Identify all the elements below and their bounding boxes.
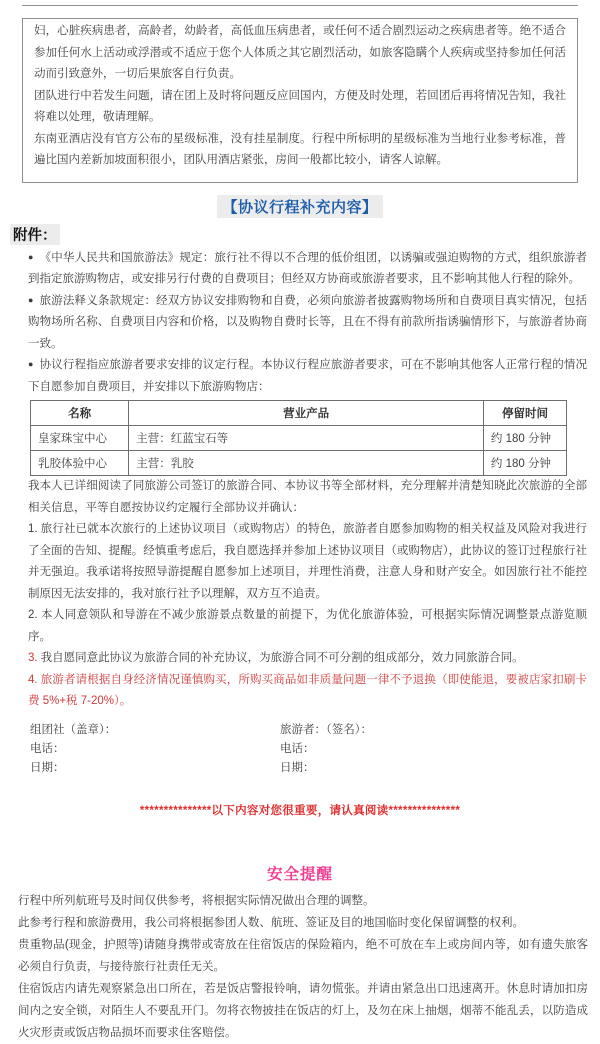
top-divider (22, 5, 578, 6)
item-text: 旅行社已就本次旅行的上述协议项目（或购物店）的特色，旅游者自愿参加购物的相关权益及风险对我进行了全面的告知、提醒。经慎重考虑后，我自愿选择并参加上述协议项目（或购物店），此协议的签订过程旅行社并无强迫。我承诺将按照导游提醒自愿参加上述项目，并理性消费，注意人身和财产安全。如因旅行社不能控制原因无法安排的，我对旅行社予以理解，双方互不追责。 (28, 523, 587, 600)
item-text: 我自愿同意此协议为旅游合同的补充协议，为旅游合同不可分割的组成部分，效力同旅游合同。 (40, 652, 524, 664)
bullet-item (28, 355, 587, 398)
table-header-product: 营业产品 (129, 401, 484, 426)
notice-paragraph: 东南亚酒店没有官方公布的星级标准，没有挂星制度。行程中所标明的星级标准为当地行业参考标准，普遍比国内差新加坡面积很小，团队用酒店紧张，房间一般都比较小，请客人谅解。 (34, 132, 566, 166)
table-header-time: 停留时间 (483, 401, 566, 426)
shop-product: 主营：乳胶 (129, 451, 484, 476)
agreement-item-3 (28, 648, 587, 670)
important-notice-line: ***************以下内容对您很重要，请认真阅读*************** (139, 804, 461, 817)
organizer-phone-field: 电话： (30, 742, 65, 755)
table-row (31, 426, 567, 451)
item-text: 旅游者请根据自身经济情况谨慎购买，所购买商品如非质量问题一律不予退换（即使能退，要被店家扣刷卡费 5%+税 7-20%）。 (28, 673, 587, 707)
table-header-row (31, 401, 567, 426)
bullet-item (28, 248, 587, 291)
tourist-phone-field: 电话： (280, 742, 315, 755)
safety-section-title: 安全提醒 (266, 865, 333, 883)
shop-name: 乳胶体验中心 (31, 451, 129, 476)
supplement-section-title: 【协议行程补充内容】 (217, 195, 382, 218)
bullet-icon: ● (28, 359, 34, 369)
bullet-text: 协议行程指应旅游者要求安排的议定行程。本协议行程应旅游者要求，可在不影响其他客人正常行程的情况下自愿参加自费项目，并安排以下旅游购物店： (28, 359, 588, 393)
supplement-body (28, 248, 587, 713)
agreement-item-2 (28, 605, 587, 648)
attachment-label: 附件： (10, 224, 60, 245)
signature-block (30, 721, 600, 778)
table-row (31, 451, 567, 476)
shop-time: 约 180 分钟 (483, 426, 566, 451)
item-text: 本人同意领队和导游在不减少旅游景点数量的前提下，为优化旅游体验，可根据实际情况调整景点游览顺序。 (28, 609, 587, 643)
bullet-text: 旅游法释义条款规定：经双方协议安排购物和自费，必须向旅游者披露购物场所和自费项目真实情况，包括购物场所名称、自费项目内容和价格，以及购物自费时长等，且在不得有前款所指诱骗情形下，与旅游者协商一致。 (28, 294, 588, 350)
item-number: 4. (28, 673, 38, 686)
shop-time: 约 180 分钟 (483, 451, 566, 476)
confirm-intro-paragraph: 我本人已详细阅读了同旅游公司签订的旅游合同、本协议书等全部材料，充分理解并清楚知晓此次旅游的全部相关信息，平等自愿按协议约定履行全部协议并确认： (28, 480, 587, 514)
shop-product: 主营：红蓝宝石等 (129, 426, 484, 451)
notice-paragraph: 妇，心脏疾病患者，高龄者，幼龄者，高低血压病患者，或任何不适合剧烈运动之疾病患者等。绝不适合参加任何水上活动或浮潜或不适应于您个人体质之其它剧烈活动，如旅客隐瞒个人疾病或坚持参加任何活动而引致意外，一切后果旅客自行负责。 (34, 25, 566, 80)
notice-paragraph: 团队进行中若发生问题，请在团上及时将问题反应回国内，方便及时处理，若回团后再将情况告知，我社将难以处理，敬请理解。 (34, 89, 566, 123)
table-header-name: 名称 (31, 401, 129, 426)
safety-paragraph: 住宿饭店内请先观察紧急出口所在，若是饭店警报铃响，请勿慌张。并请由紧急出口迅速离开。休息时请加扣房间内之安全锁，对陌生人不要乱开门。勿将衣物披挂在饭店的灯上，及勿在床上抽烟，烟蒂不能乱丢，以防造成火灾形责或饭店物品损坏而要求住客赔偿。 (18, 982, 588, 1039)
organizer-date-field: 日期： (30, 761, 65, 774)
agreement-item-1 (28, 519, 587, 605)
agreement-item-4 (28, 670, 587, 713)
bullet-icon: ● (28, 294, 34, 305)
tourist-sign-field: 旅游者：（签名）： (280, 723, 372, 736)
safety-section (18, 890, 588, 1044)
bullet-item (28, 291, 587, 356)
item-number: 2. (28, 609, 38, 621)
bullet-text: 《中华人民共和国旅游法》规定：旅行社不得以不合理的低价组团，以诱骗或强迫购物的方式，组织旅游者到指定旅游购物店，或安排另行付费的自费项目；但经双方协商或旅游者要求，且不影响其他人行程的除外。 (28, 251, 588, 285)
item-number: 3. (28, 652, 38, 664)
organizer-seal-field: 组团社（盖章）： (30, 723, 117, 736)
safety-paragraph: 行程中所列航班号及时间仅供参考，将根据实际情况做出合理的调整。 (18, 894, 375, 907)
bullet-icon: ● (28, 251, 34, 262)
safety-paragraph: 贵重物品(现金，护照等)请随身携带或寄放在住宿饭店的保险箱内，绝不可放在车上或房间内等，如有遗失旅客必须自行负责，与接待旅行社责任无关。 (18, 938, 588, 973)
safety-paragraph: 此参考行程和旅游费用，我公司将根据参团人数、航班、签证及目的地国临时变化保留调整的权利。 (18, 916, 524, 929)
tourist-date-field: 日期： (280, 761, 315, 774)
shop-name: 皇家珠宝中心 (31, 426, 129, 451)
shopping-table (30, 400, 567, 476)
item-number: 1. (28, 523, 38, 535)
health-notice-box (22, 18, 578, 183)
